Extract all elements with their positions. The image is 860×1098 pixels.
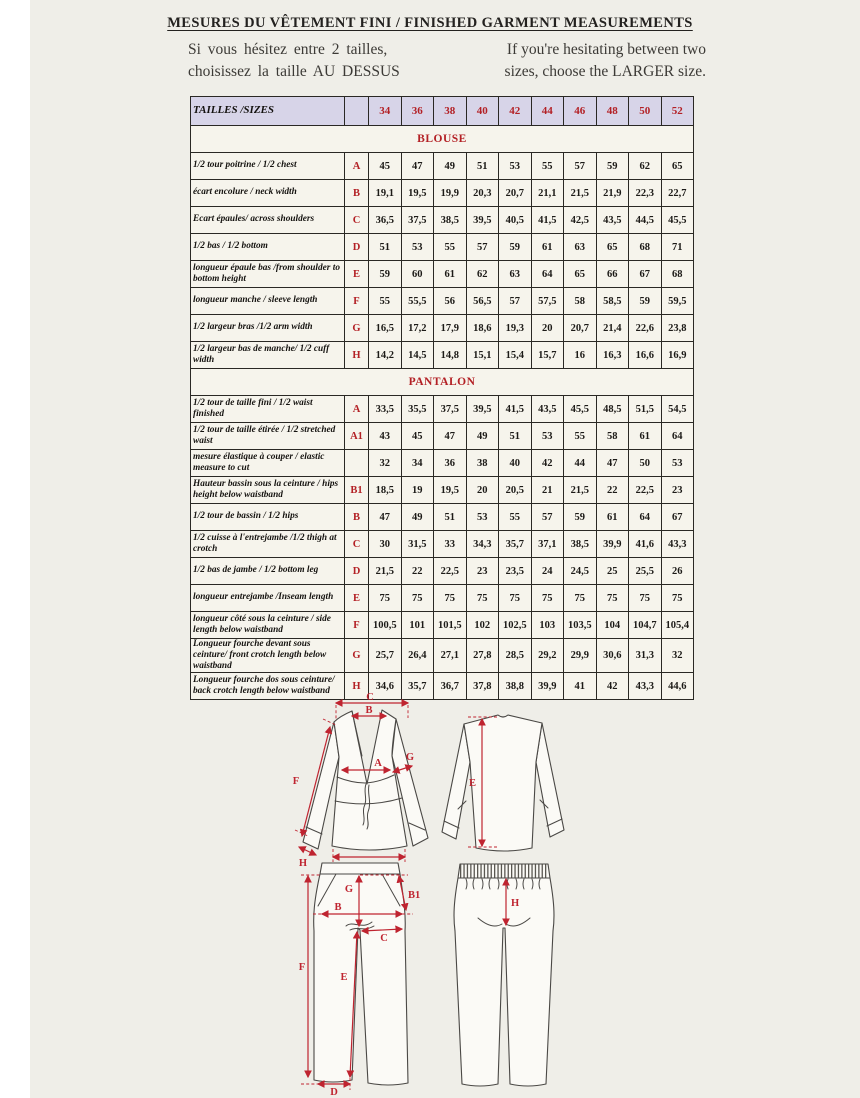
row-letter: A1 (345, 423, 369, 450)
row-label: Longueur fourche dos sous ceinture/ back crotch length below waistband (191, 673, 345, 700)
size-header-cell-42: 42 (499, 97, 532, 126)
value-cell: 31,5 (401, 531, 434, 558)
row-label: 1/2 cuisse à l'entrejambe /1/2 thigh at crotch (191, 531, 345, 558)
value-cell: 25 (596, 558, 629, 585)
value-cell: 23 (466, 558, 499, 585)
value-cell: 24 (531, 558, 564, 585)
value-cell: 75 (499, 585, 532, 612)
pants-label-B1: B1 (408, 890, 421, 901)
value-cell: 68 (629, 234, 662, 261)
value-cell: 75 (531, 585, 564, 612)
value-cell: 22,3 (629, 180, 662, 207)
value-cell: 41 (564, 673, 597, 700)
value-cell: 53 (401, 234, 434, 261)
measurement-row-B (191, 180, 694, 207)
value-cell: 58,5 (596, 288, 629, 315)
size-header-cell-48: 48 (596, 97, 629, 126)
pants-back-label-H: H (511, 898, 520, 909)
value-cell: 40,5 (499, 207, 532, 234)
value-cell: 44,5 (629, 207, 662, 234)
value-cell: 102 (466, 612, 499, 639)
row-label: Hauteur bassin sous la ceinture / hips height below waistband (191, 477, 345, 504)
value-cell: 71 (661, 234, 694, 261)
size-header-cell-50: 50 (629, 97, 662, 126)
row-label: 1/2 tour de bassin / 1/2 hips (191, 504, 345, 531)
value-cell: 51 (369, 234, 402, 261)
row-label: 1/2 tour de taille fini / 1/2 waist finished (191, 396, 345, 423)
value-cell: 39,9 (596, 531, 629, 558)
value-cell: 32 (369, 450, 402, 477)
value-cell: 47 (369, 504, 402, 531)
value-cell: 100,5 (369, 612, 402, 639)
blouse-front-drawing (290, 694, 440, 878)
value-cell: 64 (661, 423, 694, 450)
value-cell: 75 (564, 585, 597, 612)
value-cell: 16 (564, 342, 597, 369)
value-cell: 23,8 (661, 315, 694, 342)
measurement-row-G (191, 639, 694, 673)
value-cell: 14,5 (401, 342, 434, 369)
value-cell: 56,5 (466, 288, 499, 315)
value-cell: 59 (596, 153, 629, 180)
pants-label-G: G (344, 884, 353, 895)
value-cell: 38,8 (499, 673, 532, 700)
value-cell: 23 (661, 477, 694, 504)
value-cell: 61 (531, 234, 564, 261)
value-cell: 55 (369, 288, 402, 315)
value-cell: 21 (531, 477, 564, 504)
value-cell: 29,9 (564, 639, 597, 673)
value-cell: 62 (629, 153, 662, 180)
page-left-margin (0, 0, 30, 1098)
section-row-blouse (191, 126, 694, 153)
value-cell: 22 (596, 477, 629, 504)
value-cell: 21,9 (596, 180, 629, 207)
value-cell: 75 (369, 585, 402, 612)
value-cell: 43,5 (596, 207, 629, 234)
measurement-row-B1 (191, 477, 694, 504)
value-cell: 103 (531, 612, 564, 639)
value-cell: 42,5 (564, 207, 597, 234)
value-cell: 57,5 (531, 288, 564, 315)
pants-label-E: E (340, 972, 348, 983)
section-row-pantalon (191, 369, 694, 396)
value-cell: 38,5 (564, 531, 597, 558)
row-letter: B1 (345, 477, 369, 504)
row-letter: G (345, 315, 369, 342)
value-cell: 19,1 (369, 180, 402, 207)
value-cell: 40 (499, 450, 532, 477)
value-cell: 49 (401, 504, 434, 531)
value-cell: 39,9 (531, 673, 564, 700)
value-cell: 103,5 (564, 612, 597, 639)
value-cell: 24,5 (564, 558, 597, 585)
value-cell: 44,6 (661, 673, 694, 700)
value-cell: 17,9 (434, 315, 467, 342)
value-cell: 27,8 (466, 639, 499, 673)
blouse-label-C: C (366, 692, 374, 703)
value-cell: 65 (661, 153, 694, 180)
value-cell: 41,5 (531, 207, 564, 234)
value-cell: 59,5 (661, 288, 694, 315)
value-cell: 51 (466, 153, 499, 180)
value-cell: 34 (401, 450, 434, 477)
value-cell: 22,5 (434, 558, 467, 585)
value-cell: 104,7 (629, 612, 662, 639)
value-cell: 57 (531, 504, 564, 531)
value-cell: 75 (401, 585, 434, 612)
row-letter: B (345, 504, 369, 531)
value-cell: 51 (499, 423, 532, 450)
value-cell: 37,8 (466, 673, 499, 700)
value-cell: 48,5 (596, 396, 629, 423)
note-french (188, 39, 400, 84)
value-cell: 20 (531, 315, 564, 342)
value-cell: 19,5 (434, 477, 467, 504)
value-cell: 68 (661, 261, 694, 288)
row-letter (345, 450, 369, 477)
value-cell: 55 (531, 153, 564, 180)
value-cell: 14,2 (369, 342, 402, 369)
value-cell: 31,3 (629, 639, 662, 673)
value-cell: 25,7 (369, 639, 402, 673)
note-english-line1: If you're hesitating between two (506, 41, 706, 58)
page-title: MESURES DU VÊTEMENT FINI / FINISHED GARMENT MEASUREMENTS (167, 15, 693, 31)
value-cell: 101 (401, 612, 434, 639)
value-cell: 16,3 (596, 342, 629, 369)
value-cell: 20,5 (499, 477, 532, 504)
value-cell: 55,5 (401, 288, 434, 315)
value-cell: 41,6 (629, 531, 662, 558)
value-cell: 45 (401, 423, 434, 450)
value-cell: 43,3 (629, 673, 662, 700)
value-cell: 38,5 (434, 207, 467, 234)
note-french-line1: Si vous hésitez entre 2 tailles, (188, 41, 388, 58)
row-letter: H (345, 342, 369, 369)
pants-back-drawing (450, 856, 558, 1096)
size-header-cell-44: 44 (531, 97, 564, 126)
value-cell: 54,5 (661, 396, 694, 423)
value-cell: 102,5 (499, 612, 532, 639)
blouse-label-G: G (405, 752, 415, 763)
row-label: 1/2 tour poitrine / 1/2 chest (191, 153, 345, 180)
measurement-row-A (191, 153, 694, 180)
value-cell: 43,3 (661, 531, 694, 558)
size-header-cell-52: 52 (661, 97, 694, 126)
value-cell: 36,7 (434, 673, 467, 700)
value-cell: 30 (369, 531, 402, 558)
value-cell: 49 (434, 153, 467, 180)
value-cell: 37,5 (434, 396, 467, 423)
value-cell: 34,3 (466, 531, 499, 558)
value-cell: 35,5 (401, 396, 434, 423)
blouse-back-drawing (436, 706, 570, 858)
value-cell: 49 (466, 423, 499, 450)
section-title-blouse: BLOUSE (191, 126, 694, 153)
note-french-line2: choisissez la taille AU DESSUS (188, 63, 400, 81)
note-english (505, 39, 706, 84)
row-letter: D (345, 234, 369, 261)
value-cell: 67 (629, 261, 662, 288)
size-header-cell-40: 40 (466, 97, 499, 126)
value-cell: 22 (401, 558, 434, 585)
row-letter: A (345, 153, 369, 180)
value-cell: 56 (434, 288, 467, 315)
value-cell: 18,6 (466, 315, 499, 342)
value-cell: 75 (466, 585, 499, 612)
value-cell: 23,5 (499, 558, 532, 585)
value-cell: 57 (564, 153, 597, 180)
row-letter: H (345, 673, 369, 700)
value-cell: 47 (434, 423, 467, 450)
pants-label-F: F (298, 962, 306, 973)
value-cell: 35,7 (499, 531, 532, 558)
value-cell: 62 (466, 261, 499, 288)
value-cell: 47 (401, 153, 434, 180)
row-label: longueur entrejambe /Inseam length (191, 585, 345, 612)
value-cell: 22,5 (629, 477, 662, 504)
measurement-row-A1 (191, 423, 694, 450)
value-cell: 32 (661, 639, 694, 673)
value-cell: 60 (401, 261, 434, 288)
pants-label-B: B (334, 902, 342, 913)
value-cell: 39,5 (466, 207, 499, 234)
value-cell: 58 (564, 288, 597, 315)
value-cell: 53 (466, 504, 499, 531)
value-cell: 45,5 (661, 207, 694, 234)
row-label: 1/2 largeur bas de manche/ 1/2 cuff width (191, 342, 345, 369)
row-label: longueur manche / sleeve length (191, 288, 345, 315)
value-cell: 17,2 (401, 315, 434, 342)
value-cell: 25,5 (629, 558, 662, 585)
pants-front-drawing (296, 856, 422, 1096)
value-cell: 21,5 (369, 558, 402, 585)
value-cell: 61 (629, 423, 662, 450)
value-cell: 36 (434, 450, 467, 477)
value-cell: 47 (596, 450, 629, 477)
value-cell: 53 (531, 423, 564, 450)
row-letter: B (345, 180, 369, 207)
size-header-cell-46: 46 (564, 97, 597, 126)
blouse-label-F: F (292, 776, 300, 787)
value-cell: 63 (564, 234, 597, 261)
value-cell: 59 (499, 234, 532, 261)
value-cell: 39,5 (466, 396, 499, 423)
measurement-row-E (191, 261, 694, 288)
value-cell: 22,7 (661, 180, 694, 207)
value-cell: 16,9 (661, 342, 694, 369)
measurements-table (190, 96, 694, 700)
value-cell: 75 (661, 585, 694, 612)
value-cell: 61 (596, 504, 629, 531)
value-cell: 55 (564, 423, 597, 450)
value-cell: 57 (466, 234, 499, 261)
measurement-row-A (191, 396, 694, 423)
value-cell: 38 (466, 450, 499, 477)
value-cell: 51,5 (629, 396, 662, 423)
value-cell: 16,6 (629, 342, 662, 369)
value-cell: 59 (564, 504, 597, 531)
row-letter: D (345, 558, 369, 585)
value-cell: 35,7 (401, 673, 434, 700)
value-cell: 55 (434, 234, 467, 261)
measurement-row-B (191, 504, 694, 531)
pants-front-body (314, 863, 408, 1085)
value-cell: 27,1 (434, 639, 467, 673)
value-cell: 18,5 (369, 477, 402, 504)
value-cell: 75 (596, 585, 629, 612)
blouse-label-B: B (365, 705, 373, 716)
row-label: Ecart épaules/ across shoulders (191, 207, 345, 234)
pants-label-D: D (330, 1087, 338, 1098)
value-cell: 59 (369, 261, 402, 288)
value-cell: 22,6 (629, 315, 662, 342)
measurement-row-C (191, 531, 694, 558)
value-cell: 42 (596, 673, 629, 700)
value-cell: 19,3 (499, 315, 532, 342)
value-cell: 51 (434, 504, 467, 531)
row-label: 1/2 bas de jambe / 1/2 bottom leg (191, 558, 345, 585)
value-cell: 59 (629, 288, 662, 315)
measurement-row-E (191, 585, 694, 612)
value-cell: 37,1 (531, 531, 564, 558)
value-cell: 105,4 (661, 612, 694, 639)
row-letter: F (345, 288, 369, 315)
row-label: 1/2 bas / 1/2 bottom (191, 234, 345, 261)
value-cell: 21,1 (531, 180, 564, 207)
row-letter: A (345, 396, 369, 423)
measurement-row-F (191, 612, 694, 639)
value-cell: 16,5 (369, 315, 402, 342)
value-cell: 19,9 (434, 180, 467, 207)
measurement-row-D (191, 234, 694, 261)
value-cell: 19,5 (401, 180, 434, 207)
blouse-label-H: H (298, 858, 308, 869)
value-cell: 43,5 (531, 396, 564, 423)
value-cell: 50 (629, 450, 662, 477)
value-cell: 41,5 (499, 396, 532, 423)
size-header-cell-36: 36 (401, 97, 434, 126)
sizes-header-row (191, 97, 694, 126)
value-cell: 29,2 (531, 639, 564, 673)
row-label: écart encolure / neck width (191, 180, 345, 207)
value-cell: 64 (531, 261, 564, 288)
value-cell: 33,5 (369, 396, 402, 423)
value-cell: 15,4 (499, 342, 532, 369)
section-title-pantalon: PANTALON (191, 369, 694, 396)
value-cell: 64 (629, 504, 662, 531)
value-cell: 21,4 (596, 315, 629, 342)
row-letter: C (345, 531, 369, 558)
measurement-row-H (191, 673, 694, 700)
value-cell: 21,5 (564, 180, 597, 207)
row-letter: C (345, 207, 369, 234)
value-cell: 57 (499, 288, 532, 315)
pants-label-C: C (380, 933, 388, 944)
value-cell: 26,4 (401, 639, 434, 673)
pants-back-body (454, 864, 554, 1086)
value-cell: 45 (369, 153, 402, 180)
measurement-row-G (191, 315, 694, 342)
sizes-header-label: TAILLES /SIZES (191, 97, 345, 126)
value-cell: 65 (564, 261, 597, 288)
value-cell: 53 (661, 450, 694, 477)
row-label: longueur côté sous la ceinture / side length below waistband (191, 612, 345, 639)
value-cell: 53 (499, 153, 532, 180)
value-cell: 19 (401, 477, 434, 504)
row-letter: E (345, 585, 369, 612)
row-label: longueur épaule bas /from shoulder to bottom height (191, 261, 345, 288)
value-cell: 61 (434, 261, 467, 288)
blouse-back-label-E: E (468, 778, 476, 789)
size-header-cell-34: 34 (369, 97, 402, 126)
measurement-row-C (191, 207, 694, 234)
value-cell: 30,6 (596, 639, 629, 673)
value-cell: 75 (434, 585, 467, 612)
row-label: 1/2 largeur bras /1/2 arm width (191, 315, 345, 342)
value-cell: 44 (564, 450, 597, 477)
value-cell: 36,5 (369, 207, 402, 234)
value-cell: 14,8 (434, 342, 467, 369)
row-label: mesure élastique à couper / elastic measure to cut (191, 450, 345, 477)
value-cell: 55 (499, 504, 532, 531)
value-cell: 104 (596, 612, 629, 639)
value-cell: 28,5 (499, 639, 532, 673)
value-cell: 66 (596, 261, 629, 288)
row-letter: G (345, 639, 369, 673)
value-cell: 63 (499, 261, 532, 288)
value-cell: 20,7 (564, 315, 597, 342)
size-advice-notes (188, 39, 706, 84)
value-cell: 43 (369, 423, 402, 450)
measurement-row-D (191, 558, 694, 585)
size-header-cell-38: 38 (434, 97, 467, 126)
row-label: 1/2 tour de taille étirée / 1/2 stretched waist (191, 423, 345, 450)
measurement-row-H (191, 342, 694, 369)
value-cell: 21,5 (564, 477, 597, 504)
note-english-line2: sizes, choose the LARGER size. (504, 63, 706, 81)
value-cell: 65 (596, 234, 629, 261)
row-letter: F (345, 612, 369, 639)
value-cell: 15,7 (531, 342, 564, 369)
value-cell: 58 (596, 423, 629, 450)
value-cell: 20,3 (466, 180, 499, 207)
value-cell: 37,5 (401, 207, 434, 234)
value-cell: 20,7 (499, 180, 532, 207)
value-cell: 75 (629, 585, 662, 612)
value-cell: 26 (661, 558, 694, 585)
value-cell: 20 (466, 477, 499, 504)
value-cell: 34,6 (369, 673, 402, 700)
value-cell: 45,5 (564, 396, 597, 423)
measurement-row-elastic (191, 450, 694, 477)
value-cell: 15,1 (466, 342, 499, 369)
value-cell: 33 (434, 531, 467, 558)
value-cell: 67 (661, 504, 694, 531)
blouse-label-A: A (374, 758, 382, 769)
measurement-row-F (191, 288, 694, 315)
value-cell: 42 (531, 450, 564, 477)
value-cell: 101,5 (434, 612, 467, 639)
letter-column-header (345, 97, 369, 126)
row-letter: E (345, 261, 369, 288)
row-label: Longueur fourche devant sous ceinture/ front crotch length below waistband (191, 639, 345, 673)
